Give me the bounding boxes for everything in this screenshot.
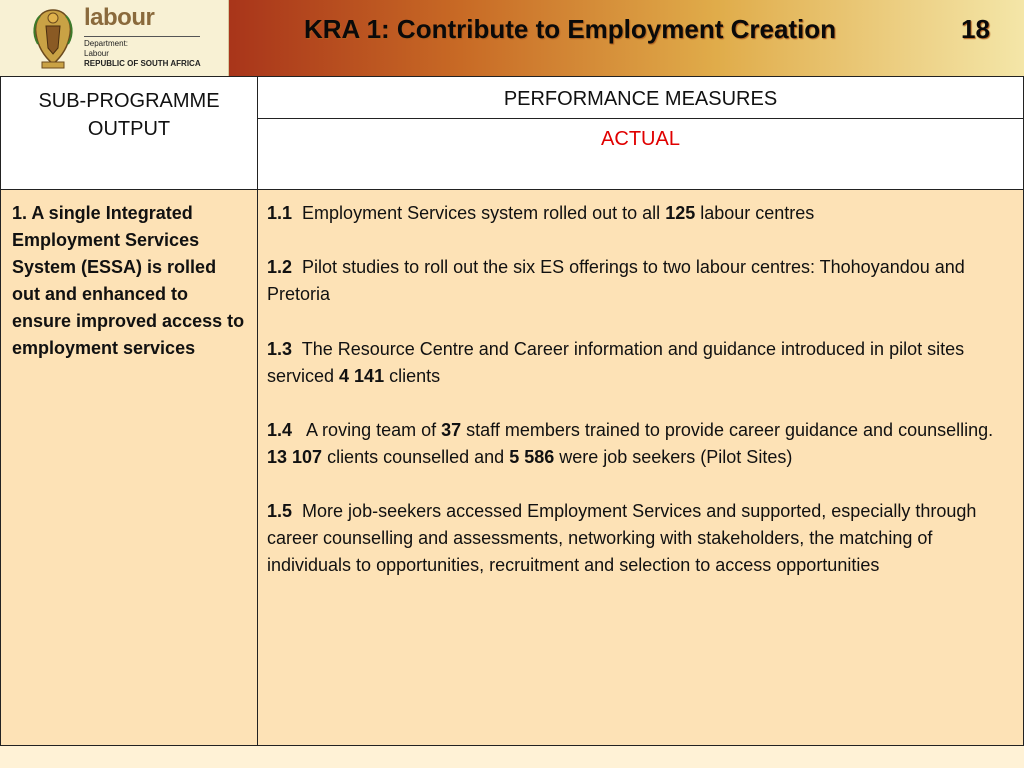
measure-item: 1.3 The Resource Centre and Career information and guidance introduced in pilot sites serviced 4 141 clients: [267, 339, 965, 386]
department-name: [84, 39, 201, 69]
brand-name: labour: [84, 4, 155, 31]
column-subheader-actual: ACTUAL: [257, 118, 1024, 190]
column-header-output: SUB-PROGRAMME OUTPUT: [0, 76, 258, 190]
measure-item: 1.2 Pilot studies to roll out the six ES offerings to two labour centres: Thohoyandou and Pretoria: [267, 257, 965, 304]
coat-of-arms-icon: [28, 4, 78, 72]
output-cell: 1. A single Integrated Employment Services System (ESSA) is rolled out and enhanced to ensure improved access to employment services: [0, 189, 258, 746]
measure-item: 1.4 A roving team of 37 staff members trained to provide career guidance and counselling. 13 107 clients counselled and 5 586 were job seekers (Pilot Sites): [267, 420, 994, 467]
dept-line-1: Department:: [84, 39, 129, 48]
dept-line-3: REPUBLIC OF SOUTH AFRICA: [84, 59, 201, 68]
measure-item: 1.1 Employment Services system rolled out to all 125 labour centres: [267, 203, 815, 223]
column-header-measures: PERFORMANCE MEASURES: [257, 76, 1024, 119]
slide-header: [0, 0, 1024, 76]
department-logo: [0, 0, 229, 76]
measures-cell: [257, 189, 1024, 746]
measure-item: 1.5 More job-seekers accessed Employment Services and supported, especially through career counselling and assessments, networking with stakeholders, the matching of individuals to opportunities, recruitment and selection to access opportunities: [267, 501, 977, 575]
brand-divider: [84, 36, 200, 37]
performance-table: [0, 76, 1024, 746]
slide-title: KRA 1: Contribute to Employment Creation: [304, 14, 837, 44]
slide-number: 18: [961, 14, 990, 44]
dept-line-2: Labour: [84, 49, 109, 58]
